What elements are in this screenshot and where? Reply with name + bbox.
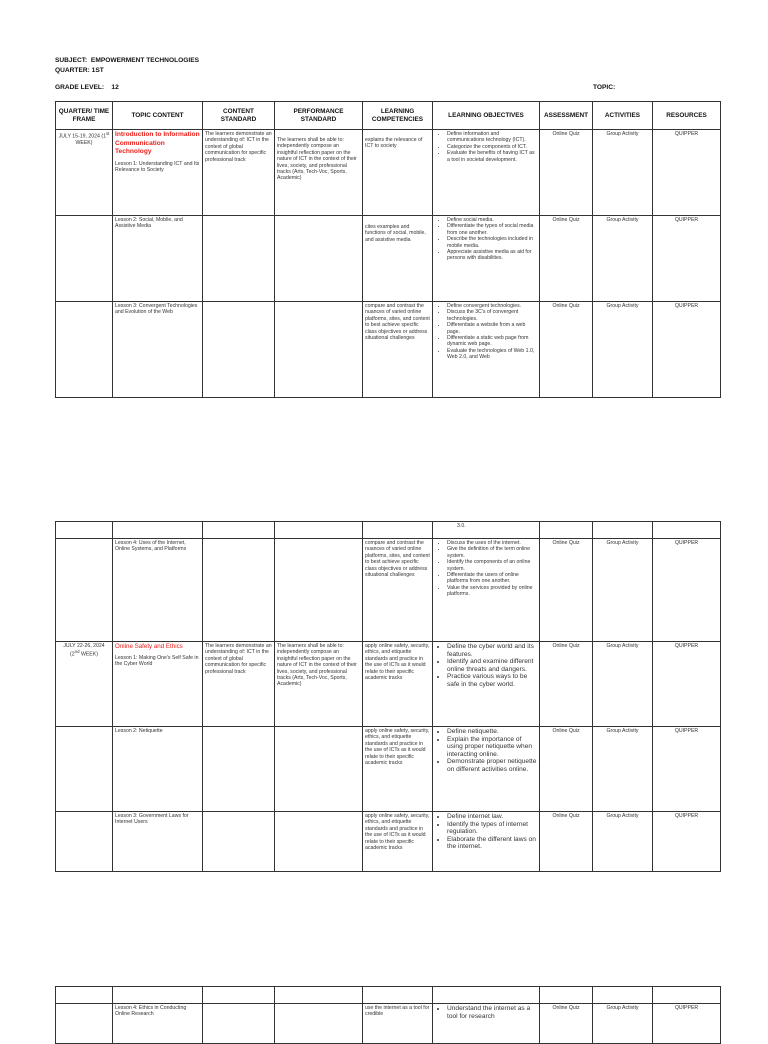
objectives-cell (433, 130, 540, 216)
activity-cell: Group Activity (593, 302, 653, 398)
resource-cell: QUIPPER (653, 642, 721, 727)
objectives-list (435, 728, 537, 774)
assessment-cell: Online Quiz (540, 1004, 593, 1044)
subject-label: SUBJECT: (55, 57, 88, 64)
table-row (56, 539, 721, 642)
competency-cell: apply online safety, security, ethics, and etiquette standards and practice in the use of ICTs as it would relate to their specific academic tracks (363, 727, 433, 812)
performance-standard-text: The learners shall be able to: independently compose an insightful reflection paper on the nature of ICT in the context of their lives, society, and professional tracks (Arts, Tech-Voc, Sports, Academic) (277, 137, 357, 182)
competency-cell: apply online safety, security, ethics, and etiquette standards and practice in the use of ICTs as it would relate to their specific academic tracks (363, 642, 433, 727)
competency-cell (363, 216, 433, 302)
table-row (56, 130, 721, 216)
objectives-list (435, 131, 537, 163)
performance-standard-cell (275, 216, 363, 302)
list-item: • Appreciate assistive media as aid for persons with disabilities. (447, 249, 537, 262)
col-header-resources: RESOURCES (653, 102, 721, 130)
performance-standard-cell (275, 539, 363, 642)
activity-cell: Group Activity (593, 130, 653, 216)
curriculum-table-page-3 (55, 986, 721, 1044)
performance-standard-cell (275, 727, 363, 812)
activity-cell: Group Activity (593, 539, 653, 642)
competency-cell (363, 130, 433, 216)
objectives-list (435, 643, 537, 689)
col-header-performance-standard: PERFORMANCE STANDARD (275, 102, 363, 130)
list-item: • Discuss the uses of the internet. (447, 540, 537, 546)
grade-line (55, 84, 119, 91)
topic-label: TOPIC: (593, 84, 616, 91)
objectives-cell (433, 522, 540, 539)
resource-cell: QUIPPER (653, 1004, 721, 1044)
list-item: • Identify and examine different online threats and dangers. (447, 658, 537, 673)
list-item: • Practice various ways to be safe in the cyber world. (447, 673, 537, 688)
table-row (56, 812, 721, 872)
time-frame-text: JULY 22-26, 2024 (2 (63, 643, 105, 659)
table-row (56, 727, 721, 812)
time-frame-text: JULY 15-19, 2024 (1 (58, 133, 106, 140)
content-standard-cell: The learners demonstrate an understanding of: ICT in the context of global communication for specific professional track (203, 130, 275, 216)
table-row (56, 216, 721, 302)
objectives-cell (433, 812, 540, 872)
objectives-cell (433, 302, 540, 398)
list-item: • Demonstrate proper netiquette on different activities online. (447, 758, 537, 773)
time-frame-tail: WEEK) (75, 140, 93, 147)
time-frame-sup: nd (74, 649, 80, 655)
curriculum-table-page-1 (55, 101, 721, 398)
assessment-cell: Online Quiz (540, 130, 593, 216)
performance-standard-cell (275, 522, 363, 539)
list-item: • Define netiquette. (447, 728, 537, 736)
time-frame-cell (56, 987, 113, 1004)
resource-cell: QUIPPER (653, 216, 721, 302)
content-standard-cell (203, 987, 275, 1004)
list-item: • Define social media. (447, 217, 537, 223)
topic-content-cell: Lesson 2: Netiquette (113, 727, 203, 812)
list-item: • Give the definition of the term online system. (447, 546, 537, 559)
subject-line (55, 57, 199, 64)
time-frame-cell (56, 812, 113, 872)
topic-line (593, 84, 615, 91)
content-standard-cell (203, 216, 275, 302)
time-frame-cell (56, 539, 113, 642)
competency-cell (363, 522, 433, 539)
activity-cell: Group Activity (593, 216, 653, 302)
table-row (56, 987, 721, 1004)
resource-cell (653, 987, 721, 1004)
performance-standard-cell (275, 987, 363, 1004)
content-standard-cell (203, 727, 275, 812)
content-standard-cell: The learners demonstrate an understanding of: ICT in the context of global communication for specific professional track (203, 642, 275, 727)
col-header-learning-competencies: LEARNING COMPETENCIES (363, 102, 433, 130)
competency-cell: compare and contrast the nuances of varied online platforms, sites, and content to best achieve specific class objectives or address situational challenges (363, 539, 433, 642)
topic-title: Introduction to Information Communication Technology (115, 131, 200, 156)
competency-cell: apply online safety, security, ethics, and etiquette standards and practice in the use of ICTs as it would relate to their specific academic tracks (363, 812, 433, 872)
assessment-cell: Online Quiz (540, 539, 593, 642)
list-item: • Differentiate the users of online platforms from one another. (447, 572, 537, 585)
list-item: • Elaborate the different laws on the internet. (447, 836, 537, 851)
list-item: • Evaluate the technologies of Web 1.0, Web 2.0, and Web (447, 348, 537, 361)
activity-cell (593, 987, 653, 1004)
resource-cell: QUIPPER (653, 302, 721, 398)
objectives-list (435, 303, 537, 361)
col-header-content-standard: CONTENT STANDARD (203, 102, 275, 130)
resource-cell (653, 522, 721, 539)
topic-content-cell: Lesson 3: Convergent Technologies and Evolution of the Web (113, 302, 203, 398)
performance-standard-cell: The learners shall be able to: independently compose an insightful reflection paper on the nature of ICT in the context of their lives, society, and professional tracks (Arts, Tech-Voc, Sports, Academic) (275, 642, 363, 727)
objective-continuation: 3.0. (457, 523, 466, 529)
activity-cell: Group Activity (593, 812, 653, 872)
time-frame-cell (56, 522, 113, 539)
topic-content-cell (113, 130, 203, 216)
objectives-list (435, 217, 537, 262)
objectives-cell (433, 642, 540, 727)
quarter-value: 1ST (91, 67, 104, 74)
content-standard-cell (203, 302, 275, 398)
time-frame-cell (56, 216, 113, 302)
assessment-cell: Online Quiz (540, 642, 593, 727)
content-standard-cell (203, 522, 275, 539)
performance-standard-cell (275, 130, 363, 216)
list-item: • Value the services provided by online platforms. (447, 585, 537, 598)
topic-content-cell: Lesson 4: Uses of the Internet, Online Systems, and Platforms (113, 539, 203, 642)
list-item: • Categorize the components of ICT. (447, 144, 537, 150)
performance-standard-cell (275, 302, 363, 398)
list-item: • Differentiate a static web page from dynamic web page. (447, 335, 537, 348)
resource-cell: QUIPPER (653, 812, 721, 872)
col-header-activities: ACTIVITIES (593, 102, 653, 130)
list-item: • Evaluate the benefits of having ICT as a tool in societal development. (447, 150, 537, 163)
objectives-list (435, 540, 537, 598)
resource-cell: QUIPPER (653, 130, 721, 216)
time-frame-tail: WEEK) (79, 652, 98, 659)
topic-title: Online Safety and Ethics (115, 643, 183, 650)
time-frame-cell (56, 302, 113, 398)
assessment-cell (540, 987, 593, 1004)
objectives-cell (433, 987, 540, 1004)
performance-standard-cell (275, 812, 363, 872)
assessment-cell: Online Quiz (540, 812, 593, 872)
competency-cell: compare and contrast the nuances of varied online platforms, sites, and content to best achieve specific class objectives or address situational challenges (363, 302, 433, 398)
objectives-list (435, 1005, 537, 1020)
list-item: • Define convergent technologies. (447, 303, 537, 309)
list-item: • Define the cyber world and its features. (447, 643, 537, 658)
topic-content-cell: Lesson 3: Government Laws for Internet Users (113, 812, 203, 872)
assessment-cell: Online Quiz (540, 302, 593, 398)
topic-content-cell (113, 987, 203, 1004)
table-header-row (56, 102, 721, 130)
time-frame-sup: st (106, 131, 110, 136)
time-frame-cell (56, 130, 113, 216)
table-row (56, 642, 721, 727)
list-item: • Explain the importance of using proper netiquette when interacting online. (447, 736, 537, 759)
grade-value: 12 (111, 84, 119, 91)
assessment-cell (540, 522, 593, 539)
topic-content-cell: Lesson 2: Social, Mobile, and Assistive Media (113, 216, 203, 302)
list-item: • Define internet law. (447, 813, 537, 821)
resource-cell: QUIPPER (653, 539, 721, 642)
content-standard-cell (203, 812, 275, 872)
lesson-title: Lesson 1: Understanding ICT and Its Relevance to Society (115, 160, 200, 174)
topic-content-cell (113, 522, 203, 539)
competency-cell: use the internet as a tool for credible (363, 1004, 433, 1044)
objectives-cell (433, 216, 540, 302)
list-item: • Differentiate a website from a web page. (447, 322, 537, 335)
time-frame-cell (56, 642, 113, 727)
time-frame-cell (56, 727, 113, 812)
quarter-line (55, 67, 104, 74)
col-header-time-frame: QUARTER/ TIME FRAME (56, 102, 113, 130)
competency-text: explains the relevance of ICT to society (365, 137, 423, 150)
quarter-label: QUARTER: (55, 67, 90, 74)
objectives-cell (433, 539, 540, 642)
curriculum-table-page-2 (55, 521, 721, 872)
activity-cell (593, 522, 653, 539)
col-header-assessment: ASSESSMENT (540, 102, 593, 130)
content-standard-cell (203, 539, 275, 642)
assessment-cell: Online Quiz (540, 216, 593, 302)
activity-cell: Group Activity (593, 727, 653, 812)
list-item: • Understand the internet as a tool for research (447, 1005, 537, 1020)
col-header-learning-objectives: LEARNING OBJECTIVES (433, 102, 540, 130)
competency-text: cites examples and functions of social, mobile, and assistive media (365, 224, 426, 243)
activity-cell: Group Activity (593, 642, 653, 727)
table-row (56, 302, 721, 398)
list-item: • Identify the types of internet regulation. (447, 821, 537, 836)
list-item: • Describe the technologies included in mobile media. (447, 236, 537, 249)
subject-value: EMPOWERMENT TECHNOLOGIES (90, 57, 199, 64)
lesson-title: Lesson 1: Making One's Self Safe in the Cyber World (115, 655, 199, 668)
grade-label: GRADE LEVEL: (55, 84, 105, 91)
resource-cell: QUIPPER (653, 727, 721, 812)
assessment-cell: Online Quiz (540, 727, 593, 812)
col-header-topic-content: TOPIC CONTENT (113, 102, 203, 130)
objectives-cell (433, 727, 540, 812)
topic-content-cell: Lesson 4: Ethics in Conducting Online Research (113, 1004, 203, 1044)
table-row (56, 522, 721, 539)
topic-content-cell (113, 642, 203, 727)
list-item: • Identify the components of an online system. (447, 559, 537, 572)
competency-cell (363, 987, 433, 1004)
activity-cell: Group Activity (593, 1004, 653, 1044)
objectives-list (435, 813, 537, 851)
list-item: • Discuss the 3C's of convergent technologies. (447, 309, 537, 322)
list-item: • Define information and communications technology (ICT). (447, 131, 537, 144)
list-item: • Differentiate the types of social media from one another. (447, 223, 537, 236)
